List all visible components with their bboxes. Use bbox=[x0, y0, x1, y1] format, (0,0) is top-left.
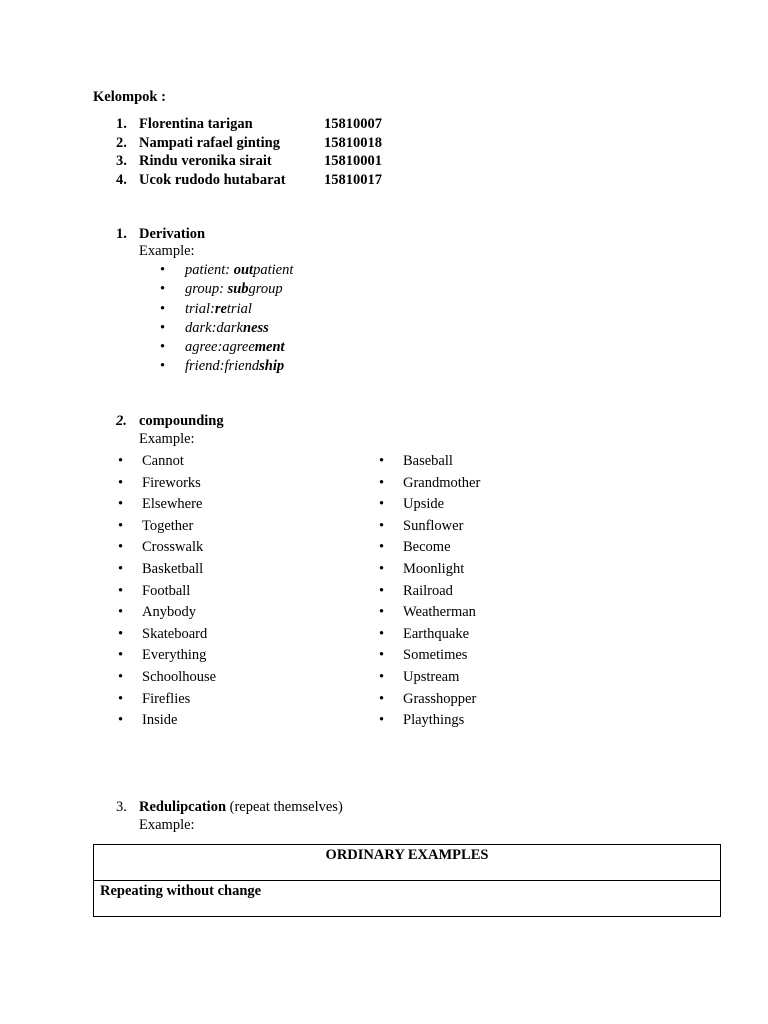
example-base: group: bbox=[185, 281, 228, 298]
example-affix: sub bbox=[227, 281, 249, 298]
compound-word: Grandmother bbox=[403, 474, 481, 491]
reduplication-title: Redulipcation bbox=[139, 799, 227, 815]
bullet-icon: • bbox=[118, 539, 124, 556]
derivation-example bbox=[185, 338, 285, 357]
compound-word: Anybody bbox=[142, 604, 196, 621]
example-rest: patient bbox=[253, 262, 294, 278]
example-affix: ship bbox=[259, 358, 285, 375]
bullet-icon: • bbox=[118, 560, 124, 577]
member-id: 15810001 bbox=[324, 153, 382, 169]
example-rest: group bbox=[248, 281, 283, 298]
section-number: 1. bbox=[116, 226, 127, 242]
bullet-icon: • bbox=[379, 712, 385, 729]
bullet-icon: • bbox=[160, 339, 166, 356]
example-base: dark:dark bbox=[185, 319, 243, 336]
compound-word: Upside bbox=[403, 496, 445, 513]
compound-word: Crosswalk bbox=[142, 539, 204, 556]
bullet-icon: • bbox=[379, 668, 385, 685]
compound-word: Upstream bbox=[403, 668, 460, 685]
compound-word: Sunflower bbox=[403, 517, 464, 534]
bullet-icon: • bbox=[118, 712, 124, 729]
bullet-icon: • bbox=[160, 319, 166, 336]
compound-word: Everything bbox=[142, 647, 207, 664]
example-rest: trial bbox=[226, 300, 252, 317]
group-label: Kelompok : bbox=[93, 89, 166, 105]
bullet-icon: • bbox=[160, 300, 166, 317]
bullet-icon: • bbox=[118, 625, 124, 642]
bullet-icon: • bbox=[379, 496, 385, 513]
compound-word: Basketball bbox=[142, 560, 204, 577]
bullet-icon: • bbox=[118, 647, 124, 664]
compound-word: Become bbox=[403, 539, 451, 556]
bullet-icon: • bbox=[379, 453, 385, 469]
derivation-example bbox=[185, 300, 252, 319]
compound-word: Weatherman bbox=[403, 604, 476, 621]
compound-word: Grasshopper bbox=[403, 690, 477, 707]
compound-word: Fireflies bbox=[142, 690, 191, 707]
bullet-icon: • bbox=[118, 496, 124, 513]
compound-word: Elsewhere bbox=[142, 496, 203, 513]
derivation-title: Derivation bbox=[139, 226, 206, 242]
example-affix: ness bbox=[243, 319, 269, 336]
section-number: 3. bbox=[116, 799, 127, 815]
bullet-icon: • bbox=[160, 262, 166, 278]
compound-word: Schoolhouse bbox=[142, 668, 217, 685]
example-base: patient: bbox=[185, 262, 234, 278]
member-name: Ucok rudodo hutabarat bbox=[139, 171, 286, 188]
reduplication-subtitle: (repeat themselves) bbox=[229, 799, 343, 815]
bullet-icon: • bbox=[379, 474, 385, 491]
bullet-icon: • bbox=[118, 668, 124, 685]
derivation-example bbox=[185, 261, 293, 280]
bullet-icon: • bbox=[379, 560, 385, 577]
bullet-icon: • bbox=[118, 690, 124, 707]
compounding-title: compounding bbox=[139, 413, 224, 429]
derivation-example bbox=[185, 357, 284, 376]
reduplication-example-label: Example: bbox=[139, 817, 195, 833]
bullet-icon: • bbox=[379, 625, 385, 642]
table-header-cell: ORDINARY EXAMPLES bbox=[94, 845, 721, 881]
compound-word: Earthquake bbox=[403, 625, 470, 642]
bullet-icon: • bbox=[379, 517, 385, 534]
table-row bbox=[94, 881, 721, 917]
bullet-icon: • bbox=[118, 474, 124, 491]
section-number: 2. bbox=[116, 413, 127, 429]
member-number: 4. bbox=[116, 171, 127, 188]
bullet-icon: • bbox=[160, 281, 166, 298]
member-name: Rindu veronika sirait bbox=[139, 153, 272, 169]
bullet-icon: • bbox=[379, 690, 385, 707]
examples-table bbox=[93, 844, 721, 917]
example-affix: re bbox=[214, 300, 227, 317]
derivation-example bbox=[185, 319, 269, 338]
compound-word: Baseball bbox=[403, 453, 453, 469]
bullet-icon: • bbox=[118, 604, 124, 621]
member-name: Nampati rafael ginting bbox=[139, 134, 280, 151]
bullet-icon: • bbox=[379, 647, 385, 664]
example-base: agree:agree bbox=[185, 339, 255, 356]
member-name: Florentina tarigan bbox=[139, 116, 253, 132]
member-number: 1. bbox=[116, 116, 127, 132]
example-affix: out bbox=[233, 262, 254, 278]
table-row bbox=[94, 845, 721, 881]
compound-word: Football bbox=[142, 582, 191, 599]
compound-word: Skateboard bbox=[142, 625, 208, 642]
compound-word: Inside bbox=[142, 712, 178, 729]
compound-word: Moonlight bbox=[403, 560, 465, 577]
example-base: friend:friend bbox=[185, 358, 260, 375]
compound-word: Together bbox=[142, 517, 194, 534]
bullet-icon: • bbox=[379, 582, 385, 599]
bullet-icon: • bbox=[379, 539, 385, 556]
member-number: 2. bbox=[116, 134, 127, 151]
member-id: 15810018 bbox=[324, 134, 382, 151]
bullet-icon: • bbox=[118, 517, 124, 534]
derivation-example bbox=[185, 280, 283, 299]
compound-word: Fireworks bbox=[142, 474, 201, 491]
compounding-example-label: Example: bbox=[139, 431, 195, 447]
compound-word: Sometimes bbox=[403, 647, 468, 664]
member-id: 15810017 bbox=[324, 171, 382, 188]
example-affix: ment bbox=[254, 339, 285, 356]
compound-word: Playthings bbox=[403, 712, 465, 729]
compound-word: Cannot bbox=[142, 453, 184, 469]
bullet-icon: • bbox=[118, 453, 124, 469]
reduplication-heading bbox=[139, 798, 343, 816]
table-cell: Repeating without change bbox=[94, 881, 721, 917]
bullet-icon: • bbox=[379, 604, 385, 621]
derivation-example-label: Example: bbox=[139, 243, 195, 259]
member-number: 3. bbox=[116, 153, 127, 169]
example-base: trial: bbox=[185, 300, 215, 317]
compound-word: Railroad bbox=[403, 582, 453, 599]
bullet-icon: • bbox=[118, 582, 124, 599]
bullet-icon: • bbox=[160, 358, 166, 375]
member-id: 15810007 bbox=[324, 116, 382, 132]
